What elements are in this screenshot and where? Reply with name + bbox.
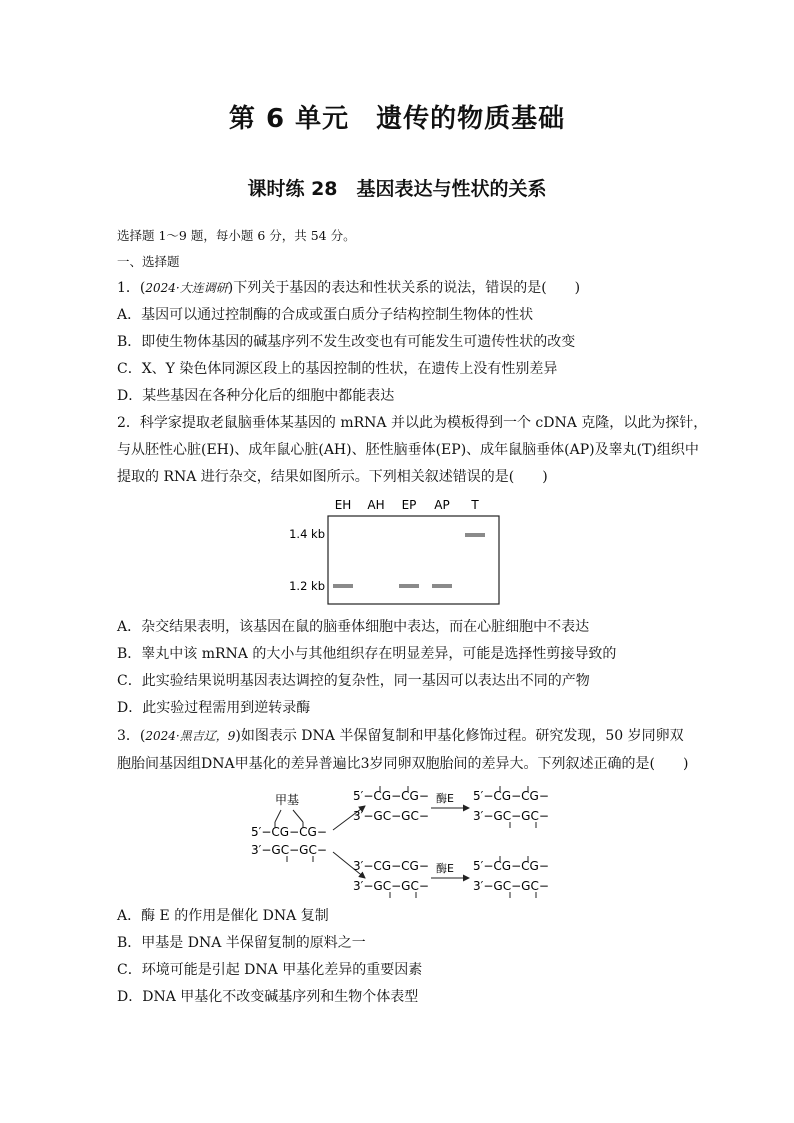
- q3-option-d: D．DNA 甲基化不改变碱基序列和生物个体表型: [117, 989, 419, 1005]
- q2-stem-line-3: 提取的 RNA 进行杂交，结果如图所示。下列相关叙述错误的是( ): [117, 469, 548, 485]
- q3-option-b: B．甲基是 DNA 半保留复制的原料之一: [117, 935, 366, 951]
- section-heading: 一、选择题: [117, 254, 180, 269]
- dna-methylation-figure: [245, 784, 555, 904]
- q2-option-d: D．此实验过程需用到逆转录酶: [117, 700, 311, 716]
- q1-option-b: B．即使生物体基因的碱基序列不发生改变也有可能发生可遗传性状的改变: [117, 334, 576, 350]
- lesson-title: 课时练 28 基因表达与性状的关系: [247, 178, 547, 200]
- q2-stem-line-1: 2．科学家提取老鼠脑垂体某基因的 mRNA 并以此为模板得到一个 cDNA 克隆，以此为探针，: [117, 415, 708, 431]
- band-ep-1-2kb: [399, 584, 419, 588]
- q2-option-a: A．杂交结果表明，该基因在鼠的脑垂体细胞中表达，而在心脏细胞中不表达: [117, 619, 590, 635]
- band-eh-1-2kb: [333, 584, 353, 588]
- lane-label-ep: EP: [401, 498, 417, 512]
- unit-title: 第 6 单元 遗传的物质基础: [228, 104, 566, 134]
- methyl-pointer-right: [293, 810, 303, 822]
- northern-blot-figure: [285, 492, 510, 607]
- lower-result-bottom-strand: 3′−GC−GC−: [473, 879, 549, 893]
- size-label-1-2kb: 1.2 kb: [289, 579, 325, 593]
- size-label-1-4kb: 1.4 kb: [289, 527, 325, 541]
- q3-stem-line-2: 胞胎间基因组DNA甲基化的差异普遍比3岁同卵双胞胎间的差异大。下列叙述正确的是( ): [117, 756, 689, 772]
- enzyme-label-upper: 酶E: [436, 792, 454, 805]
- q2-stem-line-2: 与从胚性心脏(EH)、成年鼠心脏(AH)、胚性脑垂体(EP)、成年鼠脑垂体(AP)及睾丸(T)组织中: [117, 442, 699, 458]
- band-t-1-4kb: [465, 533, 485, 537]
- upper-bottom-strand: 3′−GC−GC−: [353, 809, 429, 823]
- q1-stem: 1．(2024·大连调研)下列关于基因的表达和性状关系的说法，错误的是( ): [117, 280, 581, 296]
- band-ap-1-2kb: [432, 584, 452, 588]
- methyl-label: 甲基: [275, 793, 300, 807]
- parent-bottom-strand: 3′−GC−GC−: [251, 843, 327, 857]
- methyl-pointer-left: [275, 810, 281, 822]
- q3-stem-line-1: 3．(2024·黑吉辽，9)如图表示 DNA 半保留复制和甲基化修饰过程。研究发现，50 岁同卵双: [117, 728, 684, 744]
- lower-bottom-strand: 3′−GC−GC−: [353, 879, 429, 893]
- q2-option-c: C．此实验结果说明基因表达调控的复杂性，同一基因可以表达出不同的产物: [117, 673, 590, 689]
- lane-label-t: T: [471, 498, 479, 512]
- instructions: 选择题 1～9 题，每小题 6 分，共 54 分。: [117, 228, 356, 243]
- q1-option-a: A．基因可以通过控制酶的合成或蛋白质分子结构控制生物体的性状: [117, 307, 534, 323]
- lane-label-ap: AP: [434, 498, 450, 512]
- enzyme-label-lower: 酶E: [436, 862, 454, 875]
- upper-result-bottom-strand: 3′−GC−GC−: [473, 809, 549, 823]
- q1-source: 2024·大连调研: [145, 281, 228, 295]
- upper-top-strand: 5′−CG−CG−: [353, 789, 429, 803]
- upper-result-top-strand: 5′−CG−CG−: [473, 789, 549, 803]
- q3-option-a: A．酶 E 的作用是催化 DNA 复制: [117, 908, 329, 924]
- q3-source: 2024·黑吉辽，9: [145, 729, 236, 743]
- lane-label-eh: EH: [334, 498, 352, 512]
- q1-option-c: C．X、Y 染色体同源区段上的基因控制的性状，在遗传上没有性别差异: [117, 361, 558, 377]
- q2-option-b: B．睾丸中该 mRNA 的大小与其他组织存在明显差异，可能是选择性剪接导致的: [117, 646, 617, 662]
- parent-top-strand: 5′−CG−CG−: [251, 825, 327, 839]
- lane-label-ah: AH: [367, 498, 385, 512]
- gel-frame: [328, 516, 499, 604]
- q3-option-c: C．环境可能是引起 DNA 甲基化差异的重要因素: [117, 962, 423, 978]
- lower-top-strand: 3′−CG−CG−: [353, 859, 429, 873]
- q1-option-d: D．某些基因在各种分化后的细胞中都能表达: [117, 388, 395, 404]
- lower-result-top-strand: 5′−CG−CG−: [473, 859, 549, 873]
